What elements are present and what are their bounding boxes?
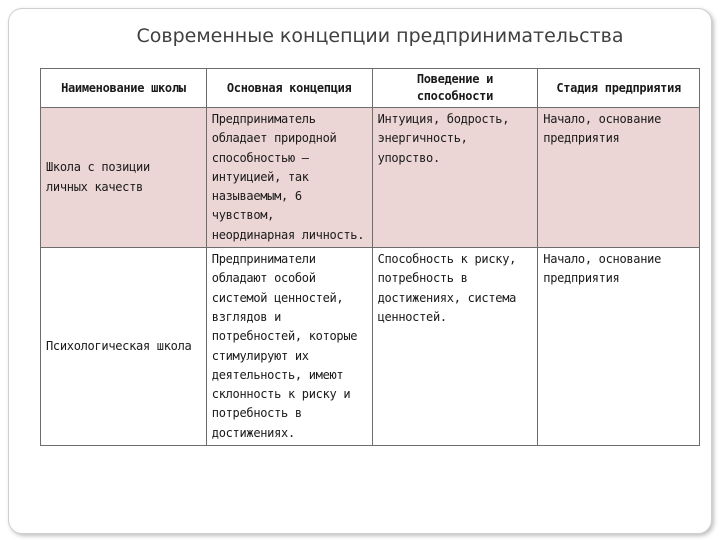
stage-cell: Начало, основание предприятия: [538, 108, 700, 248]
school-name-cell: Психологическая школа: [41, 248, 207, 446]
behavior-cell: Интуиция, бодрость, энергичность, упорство.: [372, 108, 538, 248]
stage-cell: Начало, основание предприятия: [538, 248, 700, 446]
header-behavior: Поведение и способности: [372, 69, 538, 108]
header-stage: Стадия предприятия: [538, 69, 700, 108]
behavior-cell: Способность к риску, потребность в достижениях, система ценностей.: [372, 248, 538, 446]
concept-cell: Предприниматели обладают особой системой ценностей, взглядов и потребностей, которые стимулируют их деятельность, имеют склонность к риску и потребность в достижениях.: [206, 248, 372, 446]
school-name-cell: Школа с позиции личных качеств: [41, 108, 207, 248]
header-concept: Основная концепция: [206, 69, 372, 108]
table-row: [41, 248, 700, 446]
table-header-row: [41, 69, 700, 108]
table-row: [41, 108, 700, 248]
slide-title: Современные концепции предпринимательства: [136, 25, 624, 47]
concepts-table: [40, 68, 700, 446]
header-school: Наименование школы: [41, 69, 207, 108]
concept-cell: Предприниматель обладает природной способностью – интуицией, так называемым, 6 чувством, неординарная личность.: [206, 108, 372, 248]
